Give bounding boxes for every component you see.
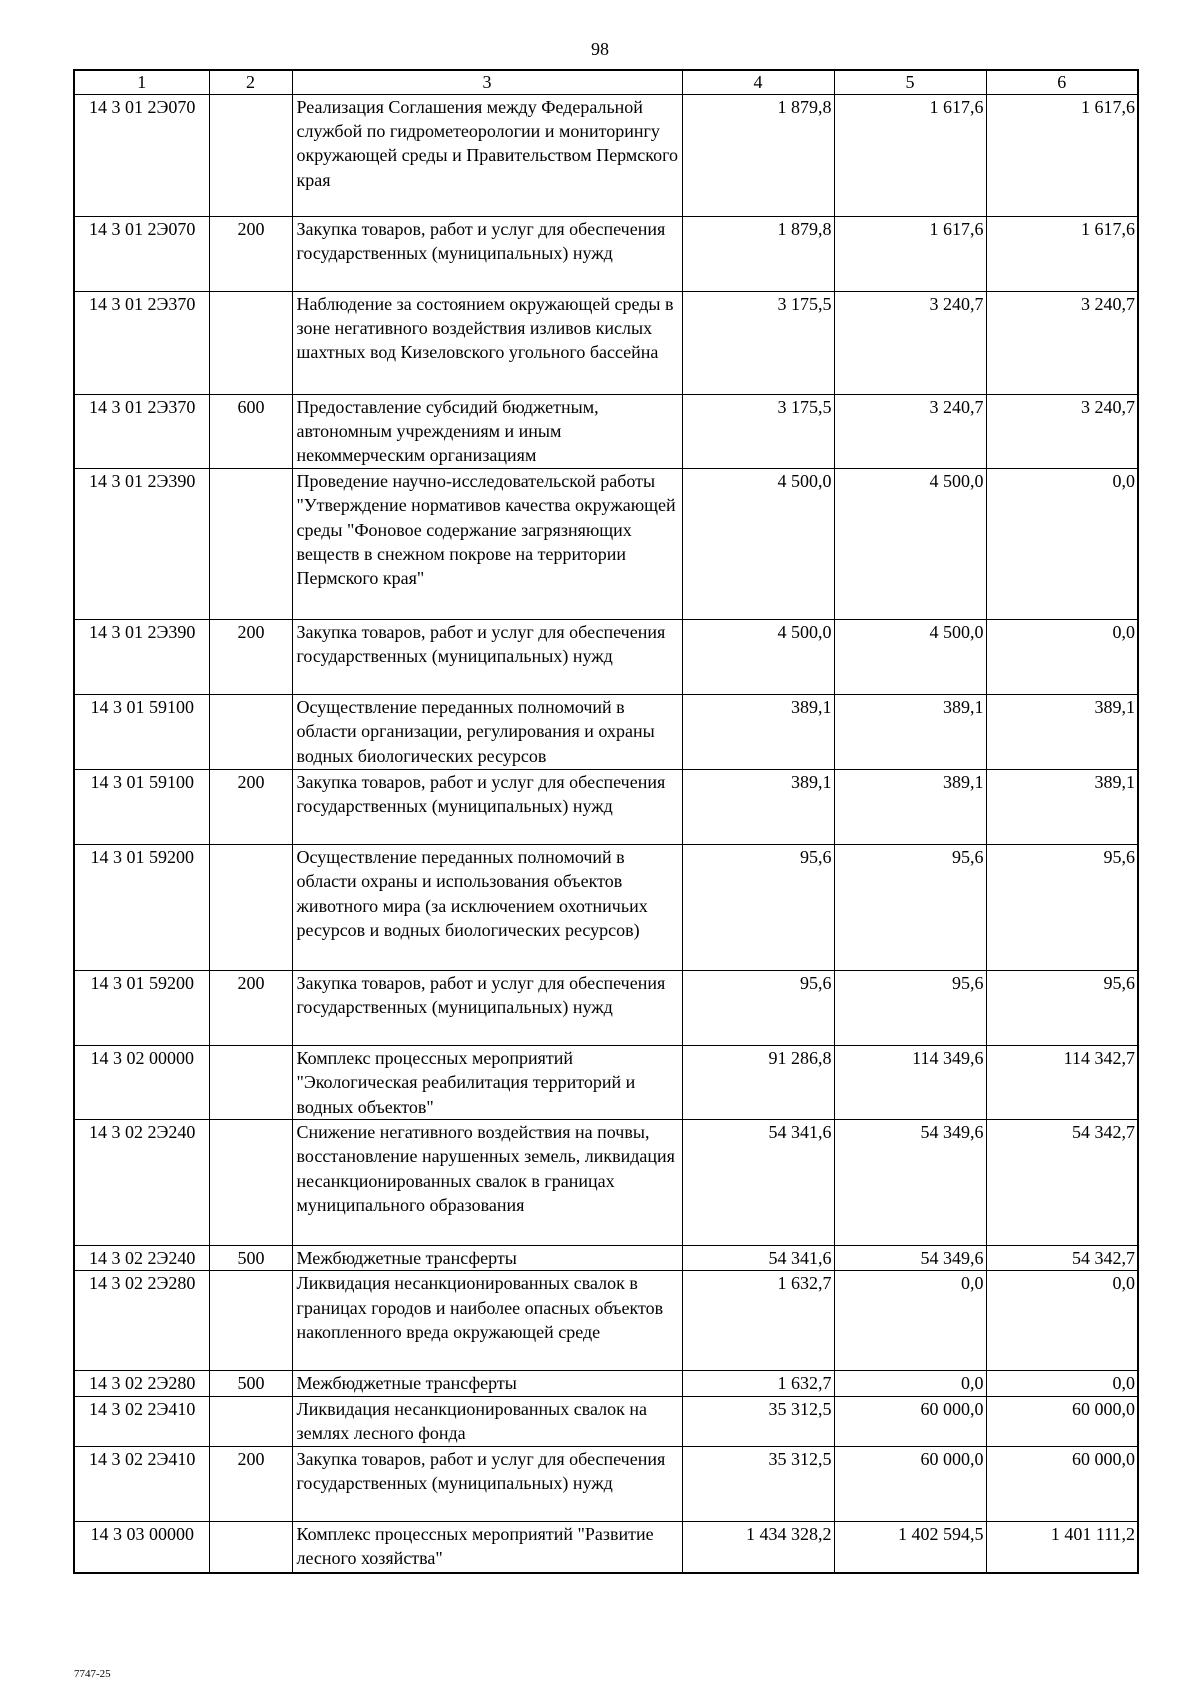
- cell-value-col6: 389,1: [986, 769, 1138, 844]
- cell-value-col5: 0,0: [834, 1371, 986, 1396]
- cell-expense-type: 200: [209, 216, 292, 291]
- cell-value-col4: 95,6: [682, 844, 834, 970]
- table-body: [74, 94, 1138, 1573]
- cell-value-col6: 1 401 111,2: [986, 1521, 1138, 1573]
- cell-expense-type: [209, 844, 292, 970]
- cell-name: Комплекс процессных мероприятий "Экологическая реабилитация территорий и водных объектов": [292, 1045, 682, 1119]
- cell-value-col6: 389,1: [986, 694, 1138, 769]
- cell-value-col4: 1 879,8: [682, 94, 834, 216]
- cell-budget-code: 14 3 02 2Э280: [74, 1271, 209, 1371]
- cell-value-col4: 4 500,0: [682, 468, 834, 619]
- cell-value-col6: 1 617,6: [986, 216, 1138, 291]
- cell-value-col5: 60 000,0: [834, 1396, 986, 1446]
- cell-name: Ликвидация несанкционированных свалок в границах городов и наиболее опасных объектов накопленного вреда окружающей среде: [292, 1271, 682, 1371]
- cell-name: Наблюдение за состоянием окружающей среды в зоне негативного воздействия изливов кислых шахтных вод Кизеловского угольного бассейна: [292, 291, 682, 394]
- cell-value-col6: 0,0: [986, 1271, 1138, 1371]
- cell-budget-code: 14 3 01 2Э370: [74, 291, 209, 394]
- cell-value-col4: 1 434 328,2: [682, 1521, 834, 1573]
- table-header-row: [74, 70, 1138, 94]
- cell-value-col6: 60 000,0: [986, 1446, 1138, 1521]
- cell-value-col4: 95,6: [682, 970, 834, 1045]
- cell-expense-type: 200: [209, 619, 292, 694]
- cell-value-col6: 0,0: [986, 468, 1138, 619]
- cell-expense-type: [209, 1119, 292, 1245]
- cell-budget-code: 14 3 01 2Э070: [74, 94, 209, 216]
- table-row: [74, 1045, 1138, 1119]
- cell-value-col4: 35 312,5: [682, 1396, 834, 1446]
- cell-expense-type: 500: [209, 1371, 292, 1396]
- cell-name: Закупка товаров, работ и услуг для обеспечения государственных (муниципальных) нужд: [292, 769, 682, 844]
- cell-budget-code: 14 3 01 2Э390: [74, 468, 209, 619]
- cell-value-col5: 389,1: [834, 694, 986, 769]
- cell-expense-type: [209, 94, 292, 216]
- cell-budget-code: 14 3 01 2Э390: [74, 619, 209, 694]
- cell-value-col4: 35 312,5: [682, 1446, 834, 1521]
- cell-budget-code: 14 3 01 59200: [74, 844, 209, 970]
- cell-value-col5: 3 240,7: [834, 394, 986, 468]
- cell-expense-type: [209, 1045, 292, 1119]
- table-row: [74, 1245, 1138, 1270]
- cell-value-col5: 54 349,6: [834, 1245, 986, 1270]
- cell-value-col5: 1 617,6: [834, 94, 986, 216]
- cell-expense-type: [209, 1271, 292, 1371]
- cell-expense-type: 200: [209, 769, 292, 844]
- table-row: [74, 1446, 1138, 1521]
- cell-budget-code: 14 3 02 2Э410: [74, 1396, 209, 1446]
- column-header-3: 3: [292, 70, 682, 94]
- table-row: [74, 1396, 1138, 1446]
- cell-name: Ликвидация несанкционированных свалок на землях лесного фонда: [292, 1396, 682, 1446]
- table-row: [74, 216, 1138, 291]
- cell-budget-code: 14 3 03 00000: [74, 1521, 209, 1573]
- table-row: [74, 694, 1138, 769]
- cell-value-col4: 1 632,7: [682, 1271, 834, 1371]
- cell-name: Межбюджетные трансферты: [292, 1245, 682, 1270]
- cell-value-col4: 1 632,7: [682, 1371, 834, 1396]
- cell-name: Межбюджетные трансферты: [292, 1371, 682, 1396]
- table-row: [74, 1119, 1138, 1245]
- cell-name: Осуществление переданных полномочий в области организации, регулирования и охраны водных биологических ресурсов: [292, 694, 682, 769]
- document-footer-code: 7747-25: [74, 1668, 111, 1680]
- cell-value-col4: 389,1: [682, 694, 834, 769]
- column-header-1: 1: [74, 70, 209, 94]
- cell-value-col6: 114 342,7: [986, 1045, 1138, 1119]
- table-row: [74, 970, 1138, 1045]
- cell-name: Закупка товаров, работ и услуг для обеспечения государственных (муниципальных) нужд: [292, 1446, 682, 1521]
- cell-value-col6: 95,6: [986, 970, 1138, 1045]
- cell-name: Предоставление субсидий бюджетным, автономным учреждениям и иным некоммерческим организациям: [292, 394, 682, 468]
- cell-budget-code: 14 3 02 00000: [74, 1045, 209, 1119]
- cell-value-col6: 54 342,7: [986, 1119, 1138, 1245]
- table-row: [74, 844, 1138, 970]
- table-row: [74, 619, 1138, 694]
- cell-value-col5: 114 349,6: [834, 1045, 986, 1119]
- column-header-2: 2: [209, 70, 292, 94]
- cell-value-col5: 389,1: [834, 769, 986, 844]
- cell-value-col5: 95,6: [834, 844, 986, 970]
- cell-value-col4: 389,1: [682, 769, 834, 844]
- cell-budget-code: 14 3 02 2Э410: [74, 1446, 209, 1521]
- cell-value-col5: 4 500,0: [834, 619, 986, 694]
- cell-value-col4: 91 286,8: [682, 1045, 834, 1119]
- column-header-5: 5: [834, 70, 986, 94]
- table-row: [74, 1371, 1138, 1396]
- column-header-4: 4: [682, 70, 834, 94]
- table-row: [74, 94, 1138, 216]
- table-row: [74, 291, 1138, 394]
- cell-expense-type: [209, 1521, 292, 1573]
- cell-name: Комплекс процессных мероприятий "Развитие лесного хозяйства": [292, 1521, 682, 1573]
- cell-value-col6: 95,6: [986, 844, 1138, 970]
- cell-value-col5: 54 349,6: [834, 1119, 986, 1245]
- cell-expense-type: 200: [209, 970, 292, 1045]
- cell-value-col5: 60 000,0: [834, 1446, 986, 1521]
- cell-budget-code: 14 3 01 59200: [74, 970, 209, 1045]
- table-row: [74, 1521, 1138, 1573]
- cell-budget-code: 14 3 01 2Э070: [74, 216, 209, 291]
- cell-value-col6: 0,0: [986, 1371, 1138, 1396]
- table-row: [74, 769, 1138, 844]
- cell-value-col5: 1 617,6: [834, 216, 986, 291]
- cell-value-col6: 1 617,6: [986, 94, 1138, 216]
- cell-value-col5: 0,0: [834, 1271, 986, 1371]
- table-row: [74, 468, 1138, 619]
- cell-budget-code: 14 3 02 2Э240: [74, 1119, 209, 1245]
- cell-budget-code: 14 3 01 59100: [74, 694, 209, 769]
- cell-value-col6: 3 240,7: [986, 394, 1138, 468]
- cell-value-col6: 3 240,7: [986, 291, 1138, 394]
- cell-value-col5: 3 240,7: [834, 291, 986, 394]
- cell-expense-type: 200: [209, 1446, 292, 1521]
- cell-value-col6: 54 342,7: [986, 1245, 1138, 1270]
- cell-value-col4: 4 500,0: [682, 619, 834, 694]
- cell-name: Осуществление переданных полномочий в области охраны и использования объектов животного мира (за исключением охотничьих ресурсов и водных биологических ресурсов): [292, 844, 682, 970]
- cell-expense-type: [209, 694, 292, 769]
- cell-name: Закупка товаров, работ и услуг для обеспечения государственных (муниципальных) нужд: [292, 619, 682, 694]
- cell-name: Закупка товаров, работ и услуг для обеспечения государственных (муниципальных) нужд: [292, 216, 682, 291]
- cell-value-col4: 3 175,5: [682, 291, 834, 394]
- cell-budget-code: 14 3 02 2Э240: [74, 1245, 209, 1270]
- cell-value-col4: 1 879,8: [682, 216, 834, 291]
- cell-budget-code: 14 3 02 2Э280: [74, 1371, 209, 1396]
- cell-budget-code: 14 3 01 59100: [74, 769, 209, 844]
- cell-name: Закупка товаров, работ и услуг для обеспечения государственных (муниципальных) нужд: [292, 970, 682, 1045]
- cell-value-col5: 95,6: [834, 970, 986, 1045]
- cell-value-col4: 54 341,6: [682, 1119, 834, 1245]
- table-row: [74, 394, 1138, 468]
- cell-value-col4: 3 175,5: [682, 394, 834, 468]
- cell-value-col5: 1 402 594,5: [834, 1521, 986, 1573]
- cell-name: Снижение негативного воздействия на почвы, восстановление нарушенных земель, ликвидация несанкционированных свалок в границах муниципального образования: [292, 1119, 682, 1245]
- cell-expense-type: [209, 468, 292, 619]
- cell-expense-type: [209, 291, 292, 394]
- cell-value-col4: 54 341,6: [682, 1245, 834, 1270]
- cell-name: Проведение научно-исследовательской работы "Утверждение нормативов качества окружающей среды "Фоновое содержание загрязняющих веществ в снежном покрове на территории Пермского края": [292, 468, 682, 619]
- cell-value-col6: 0,0: [986, 619, 1138, 694]
- cell-expense-type: 600: [209, 394, 292, 468]
- cell-value-col6: 60 000,0: [986, 1396, 1138, 1446]
- cell-expense-type: 500: [209, 1245, 292, 1270]
- column-header-6: 6: [986, 70, 1138, 94]
- budget-table: [73, 69, 1139, 1574]
- page-number: 98: [591, 39, 609, 59]
- cell-value-col5: 4 500,0: [834, 468, 986, 619]
- table-row: [74, 1271, 1138, 1371]
- cell-name: Реализация Соглашения между Федеральной службой по гидрометеорологии и мониторингу окружающей среды и Правительством Пермского края: [292, 94, 682, 216]
- cell-budget-code: 14 3 01 2Э370: [74, 394, 209, 468]
- cell-expense-type: [209, 1396, 292, 1446]
